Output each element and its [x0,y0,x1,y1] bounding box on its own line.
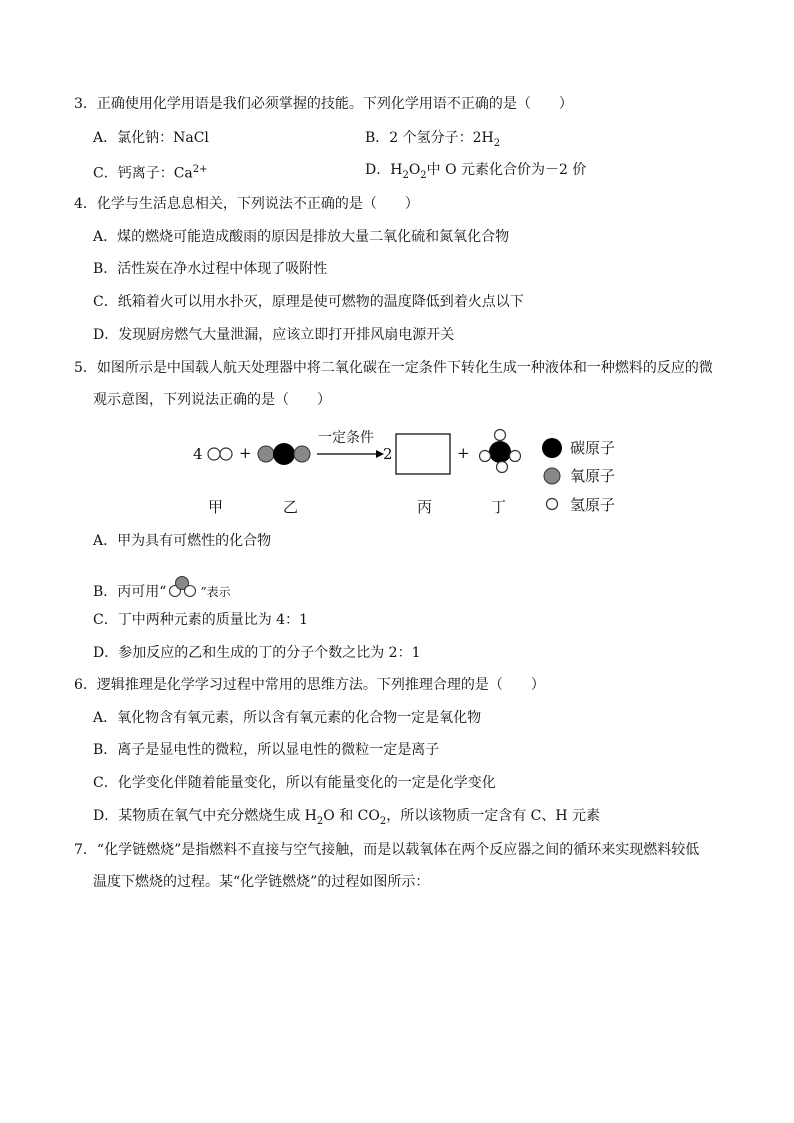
ding-h-atom-bottom [497,462,508,473]
yi-c-atom [273,443,295,465]
jia-h-atom-1 [208,448,220,460]
q5-option-c: C．丁中两种元素的质量比为 4：1 [93,612,308,628]
legend-carbon-label: 碳原子 [570,439,616,457]
legend-hydrogen-swatch [547,499,558,510]
question-3-stem: 3．正确使用化学用语是我们必须掌握的技能。下列化学用语不正确的是（ ） [74,96,573,112]
q6-option-a: A．氧化物含有氧元素，所以含有氧元素的化合物一定是氧化物 [93,710,482,726]
yi-o-atom-2 [294,446,310,462]
question-4-stem: 4．化学与生活息息相关，下列说法不正确的是（ ） [74,196,419,212]
q4-option-d: D．发现厨房燃气大量泄漏，应该立即打开排风扇电源开关 [93,327,455,343]
label-yi: 乙 [283,498,299,516]
bing-empty-box [396,434,450,474]
question-5-stem-line2: 观示意图，下列说法正确的是（ ） [93,392,331,408]
legend-oxygen-swatch [544,468,560,484]
q5-option-a: A．甲为具有可燃性的化合物 [93,533,272,549]
q4-option-b: B．活性炭在净水过程中体现了吸附性 [93,261,328,277]
q3-option-c: C．钙离子：$Ca^{2+}$ [93,164,208,182]
jia-coefficient: 4 [193,445,203,463]
reaction-condition: 一定条件 [318,430,374,446]
co-molecule-inline-icon [166,576,200,598]
q4-option-a: A．煤的燃烧可能造成酸雨的原因是排放大量二氧化硫和氮氧化合物 [93,229,510,245]
q6-option-c: C．化学变化伴随着能量变化，所以有能量变化的一定是化学变化 [93,775,496,791]
ding-h-atom-right [510,451,521,462]
ding-c-atom [489,441,511,463]
legend-carbon-swatch [542,438,562,458]
question-5-stem-line1: 5．如图所示是中国载人航天处理器中将二氧化碳在一定条件下转化生成一种液体和一种燃料的反应的微 [74,360,713,376]
q4-option-c: C．纸箱着火可以用水扑灭，原理是使可燃物的温度降低到着火点以下 [93,294,524,310]
reaction-diagram [180,420,640,520]
question-6-stem: 6．逻辑推理是化学学习过程中常用的思维方法。下列推理合理的是（ ） [74,677,545,693]
ding-h-atom-left [480,451,491,462]
q6-option-d: D．某物质在氧气中充分燃烧生成 $H_2O$ 和 $CO_2$，所以该物质一定含有 C、H 元素 [93,808,601,827]
plus-sign-2: + [457,444,470,462]
q3-option-b: B．2 个氢分子：$2H_2$ [365,130,501,149]
label-ding: 丁 [491,498,507,516]
legend-oxygen-label: 氧原子 [570,467,616,485]
q3-option-d: D．$H_2O_2$中 O 元素化合价为－2 价 [365,162,587,181]
jia-h-atom-2 [220,448,232,460]
q3-option-a: A．氯化钠：NaCl [93,130,209,146]
label-bing: 丙 [417,498,433,516]
question-7-stem-line2: 温度下燃烧的过程。某“化学链燃烧”的过程如图所示： [93,874,430,890]
question-7-stem-line1: 7．“化学链燃烧”是指燃料不直接与空气接触，而是以载氧体在两个反应器之间的循环来实现燃料较低 [74,842,700,858]
ding-h-atom-top [495,430,506,441]
q5-option-b: B．丙可用“ ”表示 [93,576,231,602]
q6-option-b: B．离子是显电性的微粒，所以显电性的微粒一定是离子 [93,742,440,758]
yi-o-atom-1 [258,446,274,462]
legend-hydrogen-label: 氢原子 [570,496,616,514]
label-jia: 甲 [208,498,224,516]
q5-option-d: D．参加反应的乙和生成的丁的分子个数之比为 2：1 [93,645,421,661]
bing-coefficient: 2 [383,445,393,463]
plus-sign-1: + [239,444,252,462]
